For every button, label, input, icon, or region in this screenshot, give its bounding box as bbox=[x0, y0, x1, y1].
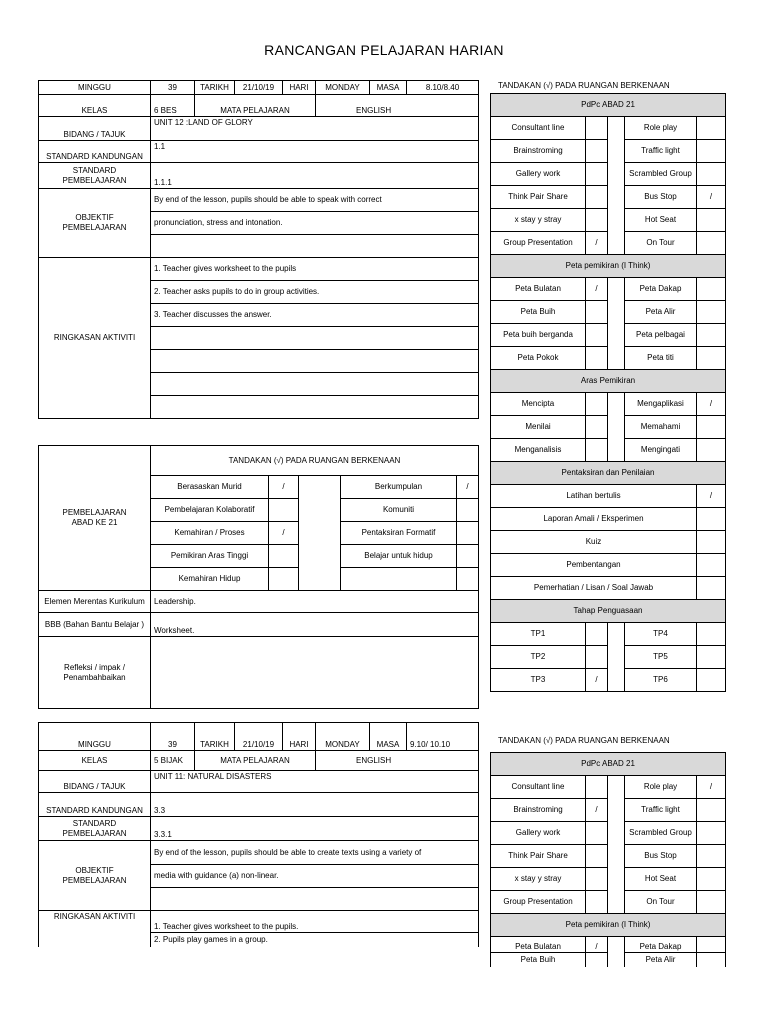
tahap-mark bbox=[697, 646, 726, 669]
objektif-line: By end of the lesson, pupils should be able to speak with correct bbox=[151, 189, 479, 212]
aras-mark: / bbox=[697, 393, 726, 416]
bidang-value: UNIT 11: NATURAL DISASTERS bbox=[151, 771, 479, 793]
pdpc-title: PdPc ABAD 21 bbox=[491, 94, 726, 117]
pdpc-mark bbox=[697, 891, 726, 914]
pdpc-mark: / bbox=[697, 186, 726, 209]
pent-item: Pembentangan bbox=[491, 554, 697, 577]
emk-label: Elemen Merentas Kurikulum bbox=[39, 591, 151, 613]
masa-label: MASA bbox=[370, 723, 407, 751]
pdpc-mark bbox=[697, 209, 726, 232]
pent-mark bbox=[697, 531, 726, 554]
mata-value: ENGLISH bbox=[316, 95, 479, 117]
pent-item: Latihan bertulis bbox=[491, 485, 697, 508]
kelas-label: KELAS bbox=[39, 751, 151, 771]
pent-title: Pentaksiran dan Penilaian bbox=[491, 462, 726, 485]
ringkasan-line: 1. Teacher gives worksheet to the pupils. bbox=[151, 911, 479, 933]
abad-mark bbox=[457, 499, 479, 522]
peta-mark bbox=[586, 953, 608, 967]
pdpc-item: x stay y stray bbox=[491, 868, 586, 891]
sk-value: 1.1 bbox=[151, 141, 479, 163]
peta-mark bbox=[697, 324, 726, 347]
aras-item: Mengingati bbox=[625, 439, 697, 462]
pdpc-mark: / bbox=[586, 232, 608, 255]
objektif-line: media with guidance (a) non-linear. bbox=[151, 865, 479, 888]
peta-mark bbox=[697, 953, 726, 967]
objektif-line: pronunciation, stress and intonation. bbox=[151, 212, 479, 235]
abad-mark: / bbox=[269, 522, 299, 545]
sk-value: 3.3 bbox=[151, 793, 479, 817]
aras-mark bbox=[586, 439, 608, 462]
aras-mark bbox=[586, 393, 608, 416]
aras-mark bbox=[697, 416, 726, 439]
tarikh-value: 21/10/19 bbox=[235, 81, 283, 95]
abad-item: Kemahiran / Proses bbox=[151, 522, 269, 545]
abad-header: TANDAKAN (√) PADA RUANGAN BERKENAAN bbox=[151, 446, 479, 476]
side-header: TANDAKAN (√) PADA RUANGAN BERKENAAN bbox=[498, 736, 670, 745]
abad-mark bbox=[269, 499, 299, 522]
tahap-mark bbox=[697, 669, 726, 692]
kelas-value: 5 BIJAK bbox=[151, 751, 195, 771]
pdpc-mark: / bbox=[586, 799, 608, 822]
bidang-label: BIDANG / TAJUK bbox=[39, 117, 151, 141]
pdpc-item: Consultant line bbox=[491, 776, 586, 799]
pdpc-item: Scrambled Group bbox=[625, 822, 697, 845]
sk-label: STANDARD KANDUNGAN bbox=[39, 141, 151, 163]
abad-item: Pentaksiran Formatif bbox=[341, 522, 457, 545]
pent-item: Laporan Amali / Eksperimen bbox=[491, 508, 697, 531]
tarikh-label: TARIKH bbox=[195, 723, 235, 751]
tahap-item: TP1 bbox=[491, 623, 586, 646]
pent-mark bbox=[697, 577, 726, 600]
pdpc-item: Brainstroming bbox=[491, 140, 586, 163]
peta-title: Peta pemikiran (I Think) bbox=[491, 255, 726, 278]
mata-label: MATA PELAJARAN bbox=[195, 95, 316, 117]
abad-item bbox=[341, 568, 457, 591]
ringkasan-line bbox=[151, 373, 479, 396]
tahap-mark bbox=[697, 623, 726, 646]
aras-title: Aras Pemikiran bbox=[491, 370, 726, 393]
pdpc-item: On Tour bbox=[625, 232, 697, 255]
pdpc-item: Scrambled Group bbox=[625, 163, 697, 186]
peta-mark: / bbox=[586, 937, 608, 953]
pdpc-mark bbox=[586, 140, 608, 163]
pdpc-mark bbox=[586, 163, 608, 186]
plan2-main-table bbox=[38, 722, 479, 947]
tahap-item: TP2 bbox=[491, 646, 586, 669]
pdpc-item: Think Pair Share bbox=[491, 186, 586, 209]
abad-item: Berkumpulan bbox=[341, 476, 457, 499]
peta-item: Peta buih berganda bbox=[491, 324, 586, 347]
peta-item: Peta pelbagai bbox=[625, 324, 697, 347]
sp-value: 1.1.1 bbox=[151, 163, 479, 189]
pdpc-item: Traffic light bbox=[625, 140, 697, 163]
tarikh-label: TARIKH bbox=[195, 81, 235, 95]
ringkasan-line: 2. Pupils play games in a group. bbox=[151, 933, 479, 947]
peta-item: Peta Bulatan bbox=[491, 278, 586, 301]
plan2-side-table bbox=[490, 752, 726, 967]
pdpc-item: Gallery work bbox=[491, 822, 586, 845]
aras-item: Mencipta bbox=[491, 393, 586, 416]
tahap-title: Tahap Penguasaan bbox=[491, 600, 726, 623]
peta-item: Peta Alir bbox=[625, 953, 697, 967]
masa-label: MASA bbox=[370, 81, 407, 95]
ringkasan-line bbox=[151, 396, 479, 419]
pdpc-item: On Tour bbox=[625, 891, 697, 914]
peta-mark bbox=[697, 937, 726, 953]
pdpc-item: Role play bbox=[625, 776, 697, 799]
objektif-line: By end of the lesson, pupils should be able to create texts using a variety of bbox=[151, 841, 479, 865]
pdpc-mark bbox=[697, 799, 726, 822]
pdpc-mark bbox=[586, 209, 608, 232]
minggu-label: MINGGU bbox=[39, 81, 151, 95]
tahap-mark bbox=[586, 623, 608, 646]
plan1-abad-table bbox=[38, 445, 479, 709]
aras-mark bbox=[697, 439, 726, 462]
tahap-item: TP6 bbox=[625, 669, 697, 692]
minggu-value: 39 bbox=[151, 81, 195, 95]
peta-item: Peta Bulatan bbox=[491, 937, 586, 953]
peta-mark bbox=[586, 347, 608, 370]
pdpc-title: PdPc ABAD 21 bbox=[491, 753, 726, 776]
pent-mark: / bbox=[697, 485, 726, 508]
masa-value: 9.10/ 10.10 bbox=[407, 723, 479, 751]
hari-value: MONDAY bbox=[316, 723, 370, 751]
abad-mark bbox=[457, 545, 479, 568]
pdpc-item: Brainstroming bbox=[491, 799, 586, 822]
tahap-item: TP5 bbox=[625, 646, 697, 669]
tahap-item: TP3 bbox=[491, 669, 586, 692]
aras-item: Memahami bbox=[625, 416, 697, 439]
pdpc-mark bbox=[697, 140, 726, 163]
bidang-value: UNIT 12 :LAND OF GLORY bbox=[151, 117, 479, 141]
pdpc-item: Bus Stop bbox=[625, 186, 697, 209]
pdpc-item: Hot Seat bbox=[625, 868, 697, 891]
peta-item: Peta Dakap bbox=[625, 937, 697, 953]
sp-label: STANDARD PEMBELAJARAN bbox=[39, 163, 151, 189]
pdpc-mark bbox=[586, 776, 608, 799]
abad-label: PEMBELAJARAN ABAD KE 21 bbox=[39, 446, 151, 591]
pdpc-mark bbox=[586, 822, 608, 845]
objektif-label: OBJEKTIF PEMBELAJARAN bbox=[39, 189, 151, 258]
pdpc-item: Think Pair Share bbox=[491, 845, 586, 868]
hari-label: HARI bbox=[283, 81, 316, 95]
objektif-label: OBJEKTIF PEMBELAJARAN bbox=[39, 841, 151, 911]
peta-item: Peta Alir bbox=[625, 301, 697, 324]
peta-mark bbox=[697, 301, 726, 324]
abad-item: Pemikiran Aras Tinggi bbox=[151, 545, 269, 568]
pdpc-mark: / bbox=[697, 776, 726, 799]
minggu-label: MINGGU bbox=[39, 723, 151, 751]
mata-value: ENGLISH bbox=[316, 751, 479, 771]
pdpc-mark bbox=[697, 232, 726, 255]
kelas-label: KELAS bbox=[39, 95, 151, 117]
bidang-label: BIDANG / TAJUK bbox=[39, 771, 151, 793]
pdpc-mark bbox=[586, 891, 608, 914]
abad-item: Berasaskan Murid bbox=[151, 476, 269, 499]
pdpc-mark bbox=[697, 845, 726, 868]
peta-item: Peta Buih bbox=[491, 301, 586, 324]
pent-mark bbox=[697, 508, 726, 531]
aras-item: Menilai bbox=[491, 416, 586, 439]
peta-item: Peta titi bbox=[625, 347, 697, 370]
abad-mark: / bbox=[269, 476, 299, 499]
pdpc-item: Role play bbox=[625, 117, 697, 140]
pdpc-mark bbox=[697, 117, 726, 140]
minggu-value: 39 bbox=[151, 723, 195, 751]
tahap-mark: / bbox=[586, 669, 608, 692]
ringkasan-line bbox=[151, 350, 479, 373]
objektif-line bbox=[151, 235, 479, 258]
aras-mark bbox=[586, 416, 608, 439]
pdpc-item: Bus Stop bbox=[625, 845, 697, 868]
sp-label: STANDARD PEMBELAJARAN bbox=[39, 817, 151, 841]
pdpc-mark bbox=[697, 868, 726, 891]
peta-mark bbox=[697, 347, 726, 370]
plan1-side-table bbox=[490, 93, 726, 692]
peta-mark bbox=[586, 301, 608, 324]
pdpc-item: Hot Seat bbox=[625, 209, 697, 232]
masa-value: 8.10/8.40 bbox=[407, 81, 479, 95]
pdpc-mark bbox=[697, 163, 726, 186]
pdpc-mark bbox=[586, 868, 608, 891]
pdpc-mark bbox=[586, 117, 608, 140]
abad-item: Kemahiran Hidup bbox=[151, 568, 269, 591]
aras-item: Mengaplikasi bbox=[625, 393, 697, 416]
ringkasan-label: RINGKASAN AKTIVITI bbox=[39, 911, 151, 933]
pdpc-mark bbox=[697, 822, 726, 845]
abad-mark bbox=[457, 568, 479, 591]
pdpc-item: x stay y stray bbox=[491, 209, 586, 232]
sp-value: 3.3.1 bbox=[151, 817, 479, 841]
bbb-value: Worksheet. bbox=[151, 613, 479, 637]
abad-item: Pembelajaran Kolaboratif bbox=[151, 499, 269, 522]
aras-item: Menganalisis bbox=[491, 439, 586, 462]
pdpc-item: Group Presentation bbox=[491, 232, 586, 255]
plan1-main-table bbox=[38, 80, 479, 419]
tahap-mark bbox=[586, 646, 608, 669]
pent-mark bbox=[697, 554, 726, 577]
peta-title: Peta pemikiran (I Think) bbox=[491, 914, 726, 937]
peta-mark: / bbox=[586, 278, 608, 301]
ringkasan-line: 3. Teacher discusses the answer. bbox=[151, 304, 479, 327]
pdpc-item: Traffic light bbox=[625, 799, 697, 822]
tarikh-value: 21/10/19 bbox=[235, 723, 283, 751]
refleksi-value bbox=[151, 637, 479, 709]
pent-item: Pemerhatian / Lisan / Soal Jawab bbox=[491, 577, 697, 600]
kelas-value: 6 BES bbox=[151, 95, 195, 117]
abad-mark bbox=[269, 545, 299, 568]
bbb-label: BBB (Bahan Bantu Belajar ) bbox=[39, 613, 151, 637]
peta-item: Peta Dakap bbox=[625, 278, 697, 301]
abad-item: Komuniti bbox=[341, 499, 457, 522]
ringkasan-label: RINGKASAN AKTIVITI bbox=[39, 258, 151, 419]
sk-label: STANDARD KANDUNGAN bbox=[39, 793, 151, 817]
abad-mark bbox=[269, 568, 299, 591]
peta-mark bbox=[697, 278, 726, 301]
side-header: TANDAKAN (√) PADA RUANGAN BERKENAAN bbox=[498, 81, 670, 90]
ringkasan-line bbox=[151, 327, 479, 350]
hari-value: MONDAY bbox=[316, 81, 370, 95]
pent-item: Kuiz bbox=[491, 531, 697, 554]
mata-label: MATA PELAJARAN bbox=[195, 751, 316, 771]
page-title: RANCANGAN PELAJARAN HARIAN bbox=[264, 42, 504, 58]
pdpc-mark bbox=[586, 845, 608, 868]
pdpc-item: Consultant line bbox=[491, 117, 586, 140]
abad-mark: / bbox=[457, 476, 479, 499]
abad-item: Belajar untuk hidup bbox=[341, 545, 457, 568]
objektif-line bbox=[151, 888, 479, 911]
hari-label: HARI bbox=[283, 723, 316, 751]
tahap-item: TP4 bbox=[625, 623, 697, 646]
peta-mark bbox=[586, 324, 608, 347]
emk-value: Leadership. bbox=[151, 591, 479, 613]
refleksi-label: Refleksi / impak / Penambahbaikan bbox=[39, 637, 151, 709]
ringkasan-line: 1. Teacher gives worksheet to the pupils bbox=[151, 258, 479, 281]
ringkasan-line: 2. Teacher asks pupils to do in group activities. bbox=[151, 281, 479, 304]
pdpc-mark bbox=[586, 186, 608, 209]
pdpc-item: Group Presentation bbox=[491, 891, 586, 914]
peta-item: Peta Buih bbox=[491, 953, 586, 967]
abad-mark bbox=[457, 522, 479, 545]
peta-item: Peta Pokok bbox=[491, 347, 586, 370]
pdpc-item: Gallery work bbox=[491, 163, 586, 186]
